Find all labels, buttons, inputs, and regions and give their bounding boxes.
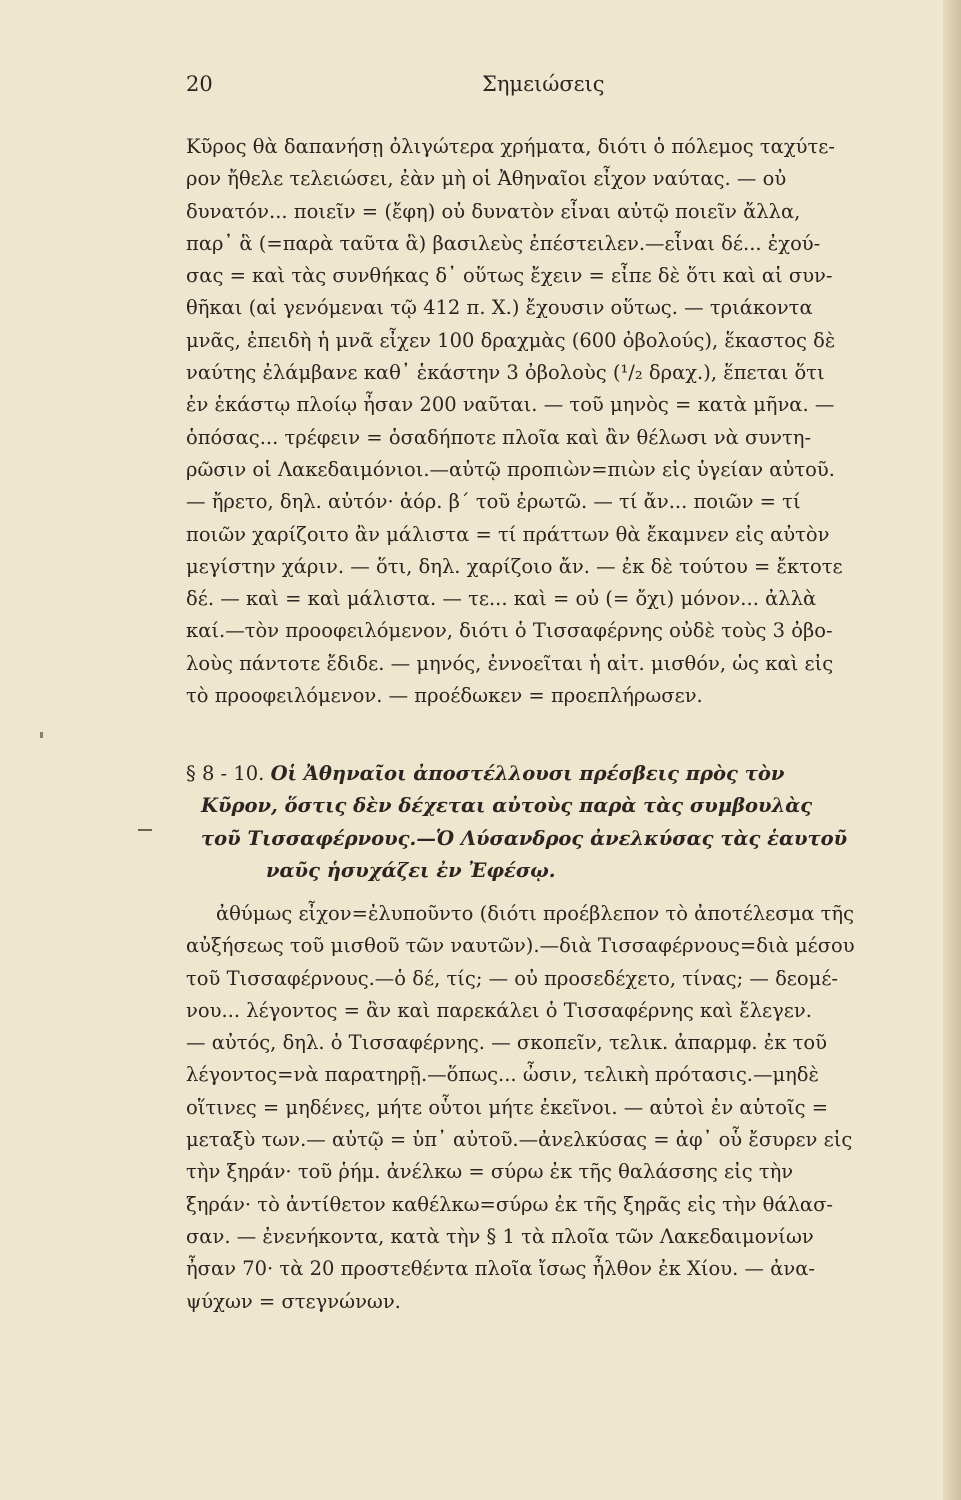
section-title-part: Οἱ Ἀθηναῖοι ἀποστέλλουσι πρέσβεις πρὸς τὸν xyxy=(270,762,785,785)
text-line: ὁπόσας... τρέφειν = ὁσαδήποτε πλοῖα καὶ ἂν θέλωσι νὰ συντη- xyxy=(186,425,812,449)
section-number: § 8 - 10. xyxy=(186,762,265,785)
text-line: ἐν ἑκάστῳ πλοίῳ ἦσαν 200 ναῦται. — τοῦ μηνὸς = κατὰ μῆνα. — xyxy=(186,393,835,417)
text-line: ψύχων = στεγνώνων. xyxy=(186,1289,401,1313)
text-line: μεταξὺ των.— αὐτῷ = ὑπ᾽ αὐτοῦ.—ἀνελκύσας = ἀφ᾽ οὗ ἔσυρεν εἰς xyxy=(186,1128,853,1152)
text-line: θῆκαι (αἱ γενόμεναι τῷ 412 π. Χ.) ἔχουσιν οὕτως. — τριάκοντα xyxy=(186,296,813,320)
notes-text-block-2 xyxy=(186,898,855,1318)
margin-dash xyxy=(138,829,152,831)
text-line: λοὺς πάντοτε ἔδιδε. — μηνός, ἐννοεῖται ἡ αἰτ. μισθόν, ὡς καὶ εἰς xyxy=(186,651,834,675)
section-heading xyxy=(186,758,848,887)
text-line: σαν. — ἐνενήκοντα, κατὰ τὴν § 1 τὰ πλοῖα τῶν Λακεδαιμονίων xyxy=(186,1224,814,1248)
text-line: παρ᾽ ἃ (=παρὰ ταῦτα ἃ) βασιλεὺς ἐπέστειλεν.—εἶναι δέ... ἐχού- xyxy=(186,231,821,255)
text-line: δυνατόν... ποιεῖν = (ἔφη) οὐ δυνατὸν εἶναι αὐτῷ ποιεῖν ἄλλα, xyxy=(186,199,801,223)
text-line: ξηράν· τὸ ἀντίθετον καθέλκω=σύρω ἐκ τῆς ξηρᾶς εἰς τὴν θάλασ- xyxy=(186,1192,833,1216)
text-line: Κῦρος θὰ δαπανήσῃ ὀλιγώτερα χρήματα, διότι ὁ πόλεμος ταχύτε- xyxy=(186,135,836,158)
text-line: ρον ἤθελε τελειώσει, ἐὰν μὴ οἱ Ἀθηναῖοι εἶχον ναύτας. — οὐ xyxy=(186,167,787,191)
text-line: τὸ προοφειλόμενον. — προέδωκεν = προεπλήρωσεν. xyxy=(186,684,703,708)
text-line: οἵτινες = μηδένες, μήτε οὗτοι μήτε ἐκεῖνοι. — αὐτοὶ ἐν αὑτοῖς = xyxy=(186,1095,829,1119)
text-line: ποιῶν χαρίζοιτο ἂν μάλιστα = τί πράττων θὰ ἔκαμνεν εἰς αὐτὸν xyxy=(186,522,830,546)
margin-mark xyxy=(40,732,43,738)
running-title: Σημειώσεις xyxy=(482,72,605,96)
notes-text-block-1 xyxy=(186,131,843,712)
text-line: τοῦ Τισσαφέρνους.—ὁ δέ, τίς; — οὐ προσεδέχετο, τίνας; — δεομέ- xyxy=(186,966,839,990)
text-line: ἦσαν 70· τὰ 20 προστεθέντα πλοῖα ἴσως ἦλθον ἐκ Χίου. — ἀνα- xyxy=(186,1257,815,1281)
text-line: μνᾶς, ἐπειδὴ ἡ μνᾶ εἶχεν 100 δραχμὰς (600 ὀβολούς), ἕκαστος δὲ xyxy=(186,328,836,352)
text-line: αὐξήσεως τοῦ μισθοῦ τῶν ναυτῶν).—διὰ Τισσαφέρνους=διὰ μέσου xyxy=(186,934,855,958)
text-line: δέ. — καὶ = καὶ μάλιστα. — τε... καὶ = οὐ (= ὄχι) μόνον... ἀλλὰ xyxy=(186,587,817,611)
text-line: λέγοντος=νὰ παρατηρῇ.—ὅπως... ὦσιν, τελικὴ πρότασις.—μηδὲ xyxy=(186,1063,820,1087)
text-line: ἀθύμως εἶχον=ἐλυποῦντο (διότι προέβλεπον τὸ ἀποτέλεσμα τῆς xyxy=(216,902,854,925)
page-edge xyxy=(943,0,961,1500)
section-heading-line xyxy=(186,758,785,790)
text-line: ρῶσιν οἱ Λακεδαιμόνιοι.—αὐτῷ προπιὼν=πιὼν εἰς ὑγείαν αὐτοῦ. xyxy=(186,457,835,481)
section-heading-line: τοῦ Τισσαφέρνους.—Ὁ Λύσανδρος ἀνελκύσας τὰς ἑαυτοῦ xyxy=(201,826,848,850)
text-line: καί.—τὸν προοφειλόμενον, διότι ὁ Τισσαφέρνης οὐδὲ τοὺς 3 ὀβο- xyxy=(186,619,833,643)
text-line: σας = καὶ τὰς συνθήκας δ᾽ οὕτως ἔχειν = εἶπε δὲ ὅτι καὶ αἱ συν- xyxy=(186,264,833,288)
page-header xyxy=(186,72,766,108)
text-line: ναύτης ἐλάμβανε καθ᾽ ἑκάστην 3 ὀβολοὺς (¹/₂ δραχ.), ἕπεται ὅτι xyxy=(186,361,825,385)
section-heading-line: Κῦρον, ὅστις δὲν δέχεται αὐτοὺς παρὰ τὰς συμβουλὰς xyxy=(201,794,813,818)
text-line: μεγίστην χάριν. — ὅτι, δηλ. χαρίζοιο ἄν. — ἐκ δὲ τούτου = ἔκτοτε xyxy=(186,554,843,578)
text-line: — ἤρετο, δηλ. αὐτόν· ἀόρ. β´ τοῦ ἐρωτῶ. — τί ἄν... ποιῶν = τί xyxy=(186,490,801,514)
section-heading-line: ναῦς ἡσυχάζει ἐν Ἐφέσῳ. xyxy=(266,858,556,882)
page-number: 20 xyxy=(186,72,213,96)
text-line: νου... λέγοντος = ἂν καὶ παρεκάλει ὁ Τισσαφέρνης καὶ ἔλεγεν. xyxy=(186,998,812,1022)
text-line: — αὐτός, δηλ. ὁ Τισσαφέρνης. — σκοπεῖν, τελικ. ἀπαρμφ. ἐκ τοῦ xyxy=(186,1031,828,1055)
text-line: τὴν ξηράν· τοῦ ῥήμ. ἀνέλκω = σύρω ἐκ τῆς θαλάσσης εἰς τὴν xyxy=(186,1160,794,1184)
